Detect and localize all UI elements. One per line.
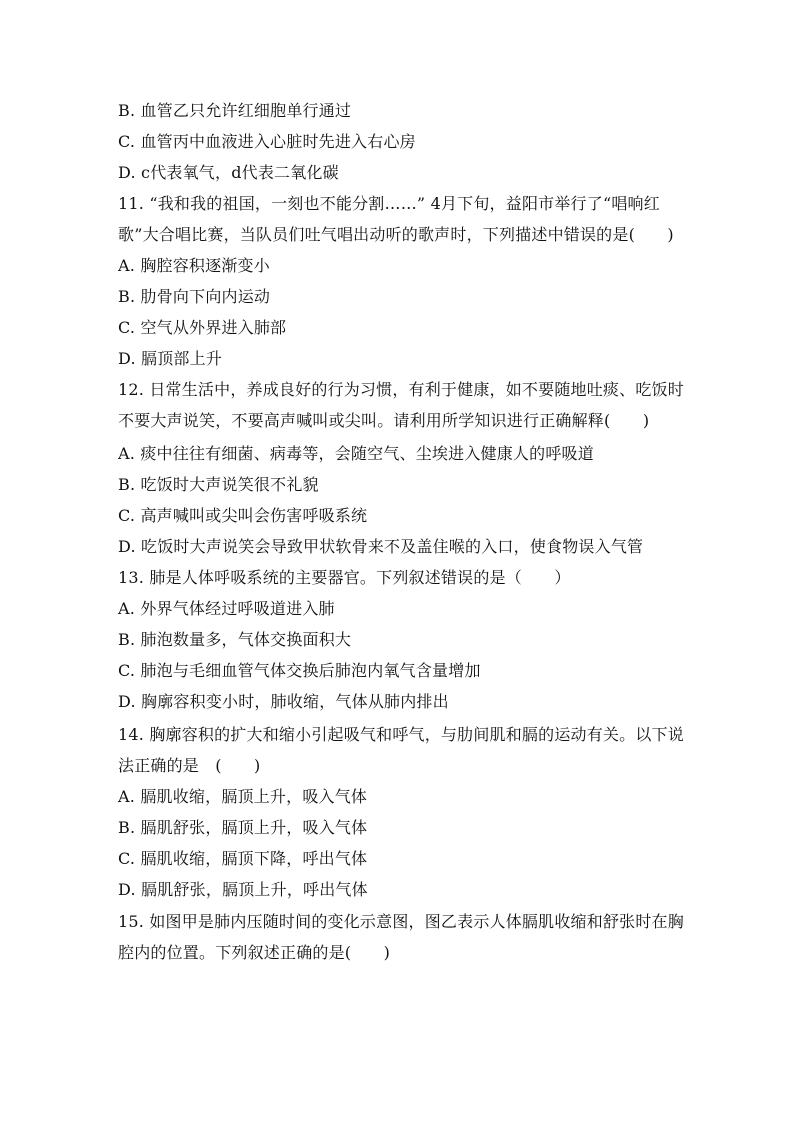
q10-option-b: B. 血管乙只允许红细胞单行通过 [118, 101, 352, 120]
q14-stem-line-2: 法正确的是 ( ) [118, 756, 261, 775]
q12-option-d: D. 吃饭时大声说笑会导致甲状软骨来不及盖住喉的入口，使食物误入气管 [118, 537, 644, 556]
q13-stem: 13. 肺是人体呼吸系统的主要器官。下列叙述错误的是（ ） [118, 568, 571, 587]
q10-option-c: C. 血管丙中血液进入心脏时先进入右心房 [118, 132, 416, 151]
q11-stem-line-2: 歌”大合唱比赛，当队员们吐气唱出动听的歌声时，下列描述中错误的是( ) [118, 225, 674, 244]
q12-stem-line-2: 不要大声说笑，不要高声喊叫或尖叫。请利用所学知识进行正确解释( ) [118, 411, 650, 430]
q12-option-a: A. 痰中往往有细菌、病毒等，会随空气、尘埃进入健康人的呼吸道 [118, 444, 594, 463]
q13-option-d: D. 胸廓容积变小时，肺收缩，气体从肺内排出 [118, 692, 449, 711]
q11-option-b: B. 肋骨向下向内运动 [118, 287, 271, 306]
q15-stem-line-2: 腔内的位置。下列叙述正确的是( ) [118, 943, 391, 962]
q10-option-d: D. c代表氧气，d代表二氧化碳 [118, 163, 339, 182]
q14-option-d: D. 膈肌舒张，膈顶上升，呼出气体 [118, 880, 368, 899]
q14-option-a: A. 膈肌收缩，膈顶上升，吸入气体 [118, 787, 368, 806]
q14-option-c: C. 膈肌收缩，膈顶下降，呼出气体 [118, 849, 368, 868]
q11-stem-line-1: 11. “我和我的祖国，一刻也不能分割……” 4月下旬，益阳市举行了“唱响红 [118, 194, 660, 213]
q12-option-b: B. 吃饭时大声说笑很不礼貌 [118, 475, 319, 494]
q14-stem-line-1: 14. 胸廓容积的扩大和缩小引起吸气和呼气，与肋间肌和膈的运动有关。以下说 [118, 725, 684, 744]
q13-option-c: C. 肺泡与毛细血管气体交换后肺泡内氧气含量增加 [118, 661, 481, 680]
q14-option-b: B. 膈肌舒张，膈顶上升，吸入气体 [118, 818, 368, 837]
q13-option-a: A. 外界气体经过呼吸道进入肺 [118, 599, 335, 618]
q13-option-b: B. 肺泡数量多，气体交换面积大 [118, 630, 352, 649]
q15-stem-line-1: 15. 如图甲是肺内压随时间的变化示意图，图乙表示人体膈肌收缩和舒张时在胸 [118, 912, 684, 931]
q12-option-c: C. 高声喊叫或尖叫会伤害呼吸系统 [118, 506, 368, 525]
q11-option-c: C. 空气从外界进入肺部 [118, 318, 287, 337]
q11-option-a: A. 胸腔容积逐渐变小 [118, 256, 270, 275]
q12-stem-line-1: 12. 日常生活中，养成良好的行为习惯，有利于健康，如不要随地吐痰、吃饭时 [118, 380, 684, 399]
q11-option-d: D. 膈顶部上升 [118, 349, 223, 368]
